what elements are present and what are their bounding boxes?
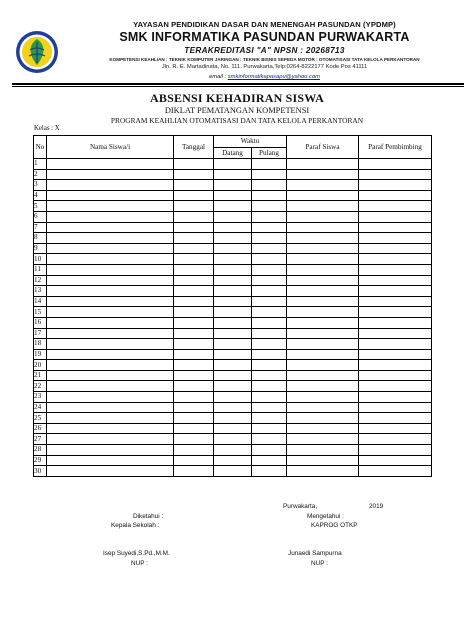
arrive-time-cell[interactable]	[214, 339, 252, 350]
date-cell[interactable]	[174, 466, 214, 477]
arrive-time-cell[interactable]	[214, 349, 252, 360]
student-name-cell[interactable]	[47, 243, 174, 254]
table-row	[34, 434, 432, 445]
leave-time-cell[interactable]	[252, 159, 287, 170]
student-name-cell[interactable]	[47, 180, 174, 191]
student-sign-cell[interactable]	[287, 264, 359, 275]
approve-label: Mengetahui :	[307, 513, 344, 520]
leave-time-cell[interactable]	[252, 413, 287, 424]
date-cell[interactable]	[174, 402, 214, 413]
student-name-cell[interactable]	[47, 423, 174, 434]
row-number: 22	[34, 381, 47, 392]
leave-time-cell[interactable]	[252, 190, 287, 201]
header-student-name: Nama Siswa/i	[47, 136, 174, 159]
mentor-sign-cell[interactable]	[359, 180, 432, 191]
header-arrive: Datang	[214, 148, 252, 159]
leave-time-cell[interactable]	[252, 286, 287, 297]
mentor-sign-cell[interactable]	[359, 339, 432, 350]
student-sign-cell[interactable]	[287, 434, 359, 445]
student-sign-cell[interactable]	[287, 169, 359, 180]
student-name-cell[interactable]	[47, 455, 174, 466]
student-name-cell[interactable]	[47, 328, 174, 339]
row-number: 15	[34, 307, 47, 318]
student-sign-cell[interactable]	[287, 222, 359, 233]
student-sign-cell[interactable]	[287, 423, 359, 434]
arrive-time-cell[interactable]	[214, 360, 252, 371]
header-leave: Pulang	[252, 148, 287, 159]
student-name-cell[interactable]	[47, 392, 174, 403]
table-row	[34, 392, 432, 403]
leave-time-cell[interactable]	[252, 445, 287, 456]
mentor-sign-cell[interactable]	[359, 169, 432, 180]
date-cell[interactable]	[174, 159, 214, 170]
student-sign-cell[interactable]	[287, 402, 359, 413]
student-name-cell[interactable]	[47, 159, 174, 170]
table-row	[34, 222, 432, 233]
leave-time-cell[interactable]	[252, 317, 287, 328]
foundation-name: YAYASAN PENDIDIKAN DASAR DAN MENENGAH PASUNDAN (YPDMP)	[133, 20, 396, 29]
arrive-time-cell[interactable]	[214, 222, 252, 233]
table-row	[34, 328, 432, 339]
row-number: 19	[34, 349, 47, 360]
mentor-sign-cell[interactable]	[359, 392, 432, 403]
date-cell[interactable]	[174, 370, 214, 381]
mentor-sign-cell[interactable]	[359, 381, 432, 392]
student-name-cell[interactable]	[47, 381, 174, 392]
arrive-time-cell[interactable]	[214, 381, 252, 392]
student-name-cell[interactable]	[47, 370, 174, 381]
arrive-time-cell[interactable]	[214, 169, 252, 180]
student-name-cell[interactable]	[47, 307, 174, 318]
leave-time-cell[interactable]	[252, 349, 287, 360]
leave-time-cell[interactable]	[252, 264, 287, 275]
student-name-cell[interactable]	[47, 233, 174, 244]
date-cell[interactable]	[174, 211, 214, 222]
table-row	[34, 317, 432, 328]
email-line	[62, 74, 467, 80]
leave-time-cell[interactable]	[252, 370, 287, 381]
row-number: 10	[34, 254, 47, 265]
student-sign-cell[interactable]	[287, 339, 359, 350]
table-row	[34, 360, 432, 371]
mentor-sign-cell[interactable]	[359, 423, 432, 434]
student-name-cell[interactable]	[47, 360, 174, 371]
student-name-cell[interactable]	[47, 201, 174, 212]
student-sign-cell[interactable]	[287, 201, 359, 212]
mentor-sign-cell[interactable]	[359, 434, 432, 445]
known-label: Diketahui :	[133, 513, 164, 520]
student-sign-cell[interactable]	[287, 328, 359, 339]
leave-time-cell[interactable]	[252, 381, 287, 392]
table-row	[34, 455, 432, 466]
arrive-time-cell[interactable]	[214, 423, 252, 434]
table-row	[34, 402, 432, 413]
row-number: 8	[34, 233, 47, 244]
row-number: 23	[34, 392, 47, 403]
date-cell[interactable]	[174, 296, 214, 307]
mentor-sign-cell[interactable]	[359, 275, 432, 286]
table-row	[34, 254, 432, 265]
mentor-sign-cell[interactable]	[359, 307, 432, 318]
date-cell[interactable]	[174, 275, 214, 286]
leave-time-cell[interactable]	[252, 222, 287, 233]
student-name-cell[interactable]	[47, 466, 174, 477]
date-cell[interactable]	[174, 222, 214, 233]
student-sign-cell[interactable]	[287, 159, 359, 170]
header-time: Waktu	[214, 136, 287, 148]
head-of-program-role: KAPROG OTKP	[311, 522, 358, 529]
table-row	[34, 466, 432, 477]
date-cell[interactable]	[174, 307, 214, 318]
student-name-cell[interactable]	[47, 169, 174, 180]
student-sign-cell[interactable]	[287, 296, 359, 307]
row-number: 26	[34, 423, 47, 434]
row-number: 12	[34, 275, 47, 286]
arrive-time-cell[interactable]	[214, 190, 252, 201]
row-number: 3	[34, 180, 47, 191]
student-name-cell[interactable]	[47, 222, 174, 233]
row-number: 17	[34, 328, 47, 339]
leave-time-cell[interactable]	[252, 392, 287, 403]
row-number: 6	[34, 211, 47, 222]
leave-time-cell[interactable]	[252, 423, 287, 434]
date-cell[interactable]	[174, 423, 214, 434]
accreditation-line: TERAKREDITASI "A" NPSN : 20268713	[184, 46, 345, 55]
table-row	[34, 349, 432, 360]
table-row	[34, 159, 432, 170]
header-student-sign: Paraf Siswa	[287, 136, 359, 159]
row-number: 21	[34, 370, 47, 381]
leave-time-cell[interactable]	[252, 169, 287, 180]
student-name-cell[interactable]	[47, 317, 174, 328]
student-sign-cell[interactable]	[287, 381, 359, 392]
date-cell[interactable]	[174, 434, 214, 445]
arrive-time-cell[interactable]	[214, 264, 252, 275]
table-row	[34, 201, 432, 212]
student-sign-cell[interactable]	[287, 455, 359, 466]
leave-time-cell[interactable]	[252, 233, 287, 244]
date-cell[interactable]	[174, 286, 214, 297]
table-row	[34, 264, 432, 275]
table-row	[34, 275, 432, 286]
arrive-time-cell[interactable]	[214, 254, 252, 265]
leave-time-cell[interactable]	[252, 402, 287, 413]
row-number: 27	[34, 434, 47, 445]
attendance-rows	[34, 159, 432, 477]
leave-time-cell[interactable]	[252, 180, 287, 191]
mentor-sign-cell[interactable]	[359, 264, 432, 275]
row-number: 20	[34, 360, 47, 371]
principal-name: Isep Suyedi,S.Pd.,M.M.	[103, 550, 170, 557]
leave-time-cell[interactable]	[252, 455, 287, 466]
leave-time-cell[interactable]	[252, 360, 287, 371]
date-cell[interactable]	[174, 201, 214, 212]
arrive-time-cell[interactable]	[214, 455, 252, 466]
student-sign-cell[interactable]	[287, 211, 359, 222]
mentor-sign-cell[interactable]	[359, 286, 432, 297]
mentor-sign-cell[interactable]	[359, 328, 432, 339]
mentor-sign-cell[interactable]	[359, 317, 432, 328]
school-address: Jln. R. E. Martadinata, No. 111, Purwakarta,Telp:0264-8222177 Kode Pos 41111	[161, 64, 368, 70]
date-cell[interactable]	[174, 339, 214, 350]
table-row	[34, 169, 432, 180]
school-name: SMK INFORMATIKA PASUNDAN PURWAKARTA	[119, 30, 410, 44]
leave-time-cell[interactable]	[252, 434, 287, 445]
letterhead-divider-thin	[12, 86, 464, 87]
date-cell[interactable]	[174, 381, 214, 392]
date-cell[interactable]	[174, 413, 214, 424]
student-sign-cell[interactable]	[287, 233, 359, 244]
arrive-time-cell[interactable]	[214, 307, 252, 318]
row-number: 11	[34, 264, 47, 275]
table-row	[34, 286, 432, 297]
row-number: 28	[34, 445, 47, 456]
arrive-time-cell[interactable]	[214, 434, 252, 445]
student-sign-cell[interactable]	[287, 370, 359, 381]
arrive-time-cell[interactable]	[214, 402, 252, 413]
arrive-time-cell[interactable]	[214, 211, 252, 222]
mentor-sign-cell[interactable]	[359, 466, 432, 477]
email-link[interactable]: smkinformatikapasapu@yahoo.com	[227, 74, 320, 80]
arrive-time-cell[interactable]	[214, 180, 252, 191]
place-label: Purwakarta,	[283, 503, 318, 510]
leave-time-cell[interactable]	[252, 307, 287, 318]
competency-line: KOMPETENSI KEAHLIAN : TEKNIK KOMPUTER JARINGAN : TEKNIK BISNIS SEPEDA MOTOR : OTOMATISASI TATA KELOLA PERKANTORAN	[109, 57, 420, 62]
arrive-time-cell[interactable]	[214, 370, 252, 381]
row-number: 18	[34, 339, 47, 350]
arrive-time-cell[interactable]	[214, 392, 252, 403]
row-number: 7	[34, 222, 47, 233]
leave-time-cell[interactable]	[252, 243, 287, 254]
row-number: 30	[34, 466, 47, 477]
table-row	[34, 296, 432, 307]
leave-time-cell[interactable]	[252, 201, 287, 212]
arrive-time-cell[interactable]	[214, 466, 252, 477]
row-number: 16	[34, 317, 47, 328]
attendance-table	[33, 135, 432, 477]
arrive-time-cell[interactable]	[214, 413, 252, 424]
student-sign-cell[interactable]	[287, 286, 359, 297]
student-name-cell[interactable]	[47, 264, 174, 275]
arrive-time-cell[interactable]	[214, 201, 252, 212]
mentor-sign-cell[interactable]	[359, 296, 432, 307]
student-name-cell[interactable]	[47, 211, 174, 222]
arrive-time-cell[interactable]	[214, 445, 252, 456]
student-sign-cell[interactable]	[287, 275, 359, 286]
row-number: 25	[34, 413, 47, 424]
table-row	[34, 423, 432, 434]
student-name-cell[interactable]	[47, 339, 174, 350]
header-mentor-sign: Paraf Pembimbing	[359, 136, 432, 159]
leave-time-cell[interactable]	[252, 211, 287, 222]
student-sign-cell[interactable]	[287, 180, 359, 191]
mentor-sign-cell[interactable]	[359, 360, 432, 371]
row-number: 13	[34, 286, 47, 297]
row-number: 4	[34, 190, 47, 201]
mentor-sign-cell[interactable]	[359, 222, 432, 233]
leave-time-cell[interactable]	[252, 328, 287, 339]
row-number: 2	[34, 169, 47, 180]
leave-time-cell[interactable]	[252, 339, 287, 350]
student-name-cell[interactable]	[47, 254, 174, 265]
date-cell[interactable]	[174, 254, 214, 265]
table-row	[34, 243, 432, 254]
leave-time-cell[interactable]	[252, 275, 287, 286]
mentor-sign-cell[interactable]	[359, 190, 432, 201]
table-row	[34, 307, 432, 318]
mentor-sign-cell[interactable]	[359, 211, 432, 222]
arrive-time-cell[interactable]	[214, 317, 252, 328]
student-sign-cell[interactable]	[287, 392, 359, 403]
mentor-sign-cell[interactable]	[359, 349, 432, 360]
date-cell[interactable]	[174, 169, 214, 180]
date-cell[interactable]	[174, 190, 214, 201]
student-sign-cell[interactable]	[287, 254, 359, 265]
student-name-cell[interactable]	[47, 445, 174, 456]
arrive-time-cell[interactable]	[214, 286, 252, 297]
table-row	[34, 233, 432, 244]
student-sign-cell[interactable]	[287, 466, 359, 477]
student-sign-cell[interactable]	[287, 360, 359, 371]
student-name-cell[interactable]	[47, 349, 174, 360]
mentor-sign-cell[interactable]	[359, 402, 432, 413]
arrive-time-cell[interactable]	[214, 328, 252, 339]
mentor-sign-cell[interactable]	[359, 445, 432, 456]
student-sign-cell[interactable]	[287, 307, 359, 318]
arrive-time-cell[interactable]	[214, 159, 252, 170]
date-cell[interactable]	[174, 180, 214, 191]
mentor-sign-cell[interactable]	[359, 455, 432, 466]
date-cell[interactable]	[174, 264, 214, 275]
row-number: 29	[34, 455, 47, 466]
student-name-cell[interactable]	[47, 402, 174, 413]
head-of-program-nup: NUP :	[311, 560, 328, 567]
student-sign-cell[interactable]	[287, 445, 359, 456]
date-cell[interactable]	[174, 243, 214, 254]
date-cell[interactable]	[174, 445, 214, 456]
arrive-time-cell[interactable]	[214, 233, 252, 244]
student-sign-cell[interactable]	[287, 317, 359, 328]
leave-time-cell[interactable]	[252, 296, 287, 307]
student-name-cell[interactable]	[47, 286, 174, 297]
principal-role: Kepala Sekolah :	[111, 522, 160, 529]
class-label: Kelas : X	[34, 125, 60, 132]
arrive-time-cell[interactable]	[214, 275, 252, 286]
table-row	[34, 370, 432, 381]
student-sign-cell[interactable]	[287, 243, 359, 254]
date-cell[interactable]	[174, 349, 214, 360]
leave-time-cell[interactable]	[252, 254, 287, 265]
table-row	[34, 413, 432, 424]
student-name-cell[interactable]	[47, 413, 174, 424]
date-cell[interactable]	[174, 455, 214, 466]
row-number: 14	[34, 296, 47, 307]
document-subtitle: DIKLAT PEMATANGAN KOMPETENSI	[164, 106, 310, 115]
student-name-cell[interactable]	[47, 434, 174, 445]
letterhead-divider-thick	[12, 83, 464, 85]
table-row	[34, 180, 432, 191]
table-row	[34, 339, 432, 350]
mentor-sign-cell[interactable]	[359, 413, 432, 424]
row-number: 9	[34, 243, 47, 254]
date-cell[interactable]	[174, 328, 214, 339]
leave-time-cell[interactable]	[252, 466, 287, 477]
date-cell[interactable]	[174, 392, 214, 403]
document-title: ABSENSI KEHADIRAN SISWA	[150, 91, 324, 105]
mentor-sign-cell[interactable]	[359, 254, 432, 265]
student-sign-cell[interactable]	[287, 413, 359, 424]
row-number: 5	[34, 201, 47, 212]
signature-year: 2019	[369, 503, 384, 510]
arrive-time-cell[interactable]	[214, 296, 252, 307]
mentor-sign-cell[interactable]	[359, 233, 432, 244]
row-number: 1	[34, 159, 47, 170]
header-no: No	[34, 136, 47, 159]
student-sign-cell[interactable]	[287, 190, 359, 201]
student-name-cell[interactable]	[47, 190, 174, 201]
head-of-program-name: Junaedi Sampurna	[288, 550, 342, 557]
date-cell[interactable]	[174, 317, 214, 328]
student-name-cell[interactable]	[47, 275, 174, 286]
table-row	[34, 445, 432, 456]
mentor-sign-cell[interactable]	[359, 201, 432, 212]
principal-nup: NUP :	[131, 560, 148, 567]
table-row	[34, 381, 432, 392]
mentor-sign-cell[interactable]	[359, 159, 432, 170]
table-row	[34, 211, 432, 222]
header-date: Tanggal	[174, 136, 214, 159]
date-cell[interactable]	[174, 360, 214, 371]
student-sign-cell[interactable]	[287, 349, 359, 360]
program-name: PROGRAM KEAHLIAN OTOMATISASI DAN TATA KELOLA PERKANTORAN	[110, 116, 364, 125]
row-number: 24	[34, 402, 47, 413]
arrive-time-cell[interactable]	[214, 243, 252, 254]
email-label: email :	[209, 74, 227, 80]
mentor-sign-cell[interactable]	[359, 370, 432, 381]
student-name-cell[interactable]	[47, 296, 174, 307]
table-row	[34, 190, 432, 201]
mentor-sign-cell[interactable]	[359, 243, 432, 254]
school-logo-icon	[15, 30, 59, 74]
date-cell[interactable]	[174, 233, 214, 244]
